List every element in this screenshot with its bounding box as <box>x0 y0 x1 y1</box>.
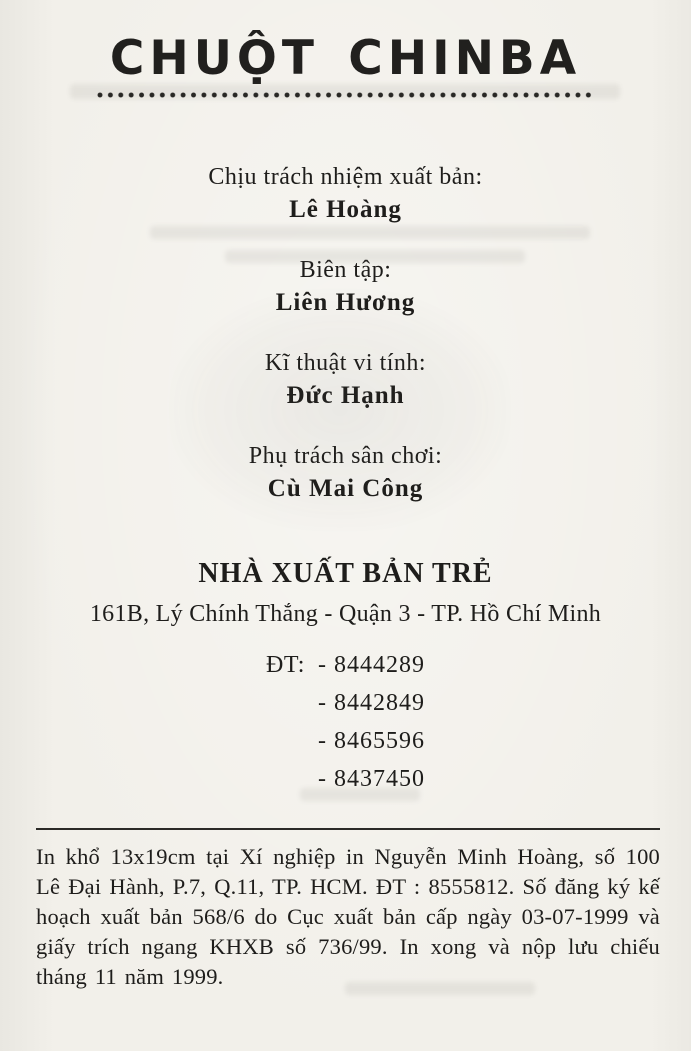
credit-group-editor <box>0 254 691 320</box>
credit-role: Biên tập: <box>299 257 392 283</box>
credit-role: Chịu trách nhiệm xuất bản: <box>208 164 483 190</box>
phone-row <box>266 684 425 722</box>
phone-label-spacer <box>266 722 318 760</box>
publisher-section <box>0 556 691 630</box>
phone-number: - 8442849 <box>318 690 425 716</box>
credit-role: Phụ trách sân chơi: <box>248 443 443 469</box>
imprint-paragraph: In khổ 13x19cm tại Xí nghiệp in Nguyễn Minh Hoàng, số 100 Lê Đại Hành, P.7, Q.11, TP. HCM. ĐT : 8555812. Số đăng ký kế hoạch xuất bản 568/6 do Cục xuất bản cấp ngày 03-07-1999 và giấy trích ngang KHXB số 736/99. In xong và nộp lưu chiếu tháng 11 năm 1999. <box>36 844 660 989</box>
credit-name: Lê Hoàng <box>289 196 402 223</box>
phone-number: - 8465596 <box>318 728 425 754</box>
credits-section <box>0 161 691 506</box>
publisher-name: NHÀ XUẤT BẢN TRẺ <box>198 558 493 589</box>
credit-name: Liên Hương <box>275 289 416 316</box>
phone-row <box>266 646 425 684</box>
credit-group-computer-technician <box>0 347 691 413</box>
phone-label: ĐT: <box>266 652 305 678</box>
phone-list <box>266 646 425 798</box>
title-dotted-rule <box>97 91 594 99</box>
imprint-divider-rule <box>36 828 660 830</box>
phone-label-spacer <box>266 684 318 722</box>
credit-role: Kĩ thuật vi tính: <box>264 350 427 376</box>
book-title: CHUỘT CHINBA <box>109 31 582 86</box>
phone-number: - 8437450 <box>318 766 425 792</box>
credit-name: Đức Hạnh <box>286 382 405 409</box>
phone-row <box>266 722 425 760</box>
phone-label-spacer <box>266 760 318 798</box>
credit-name: Cù Mai Công <box>267 475 424 502</box>
credit-group-publishing-responsibility <box>0 161 691 227</box>
credit-group-playground-manager <box>0 440 691 506</box>
phone-row <box>266 760 425 798</box>
phone-number: - 8444289 <box>318 652 425 678</box>
publisher-address: 161B, Lý Chính Thắng - Quận 3 - TP. Hồ Chí Minh <box>89 601 602 627</box>
